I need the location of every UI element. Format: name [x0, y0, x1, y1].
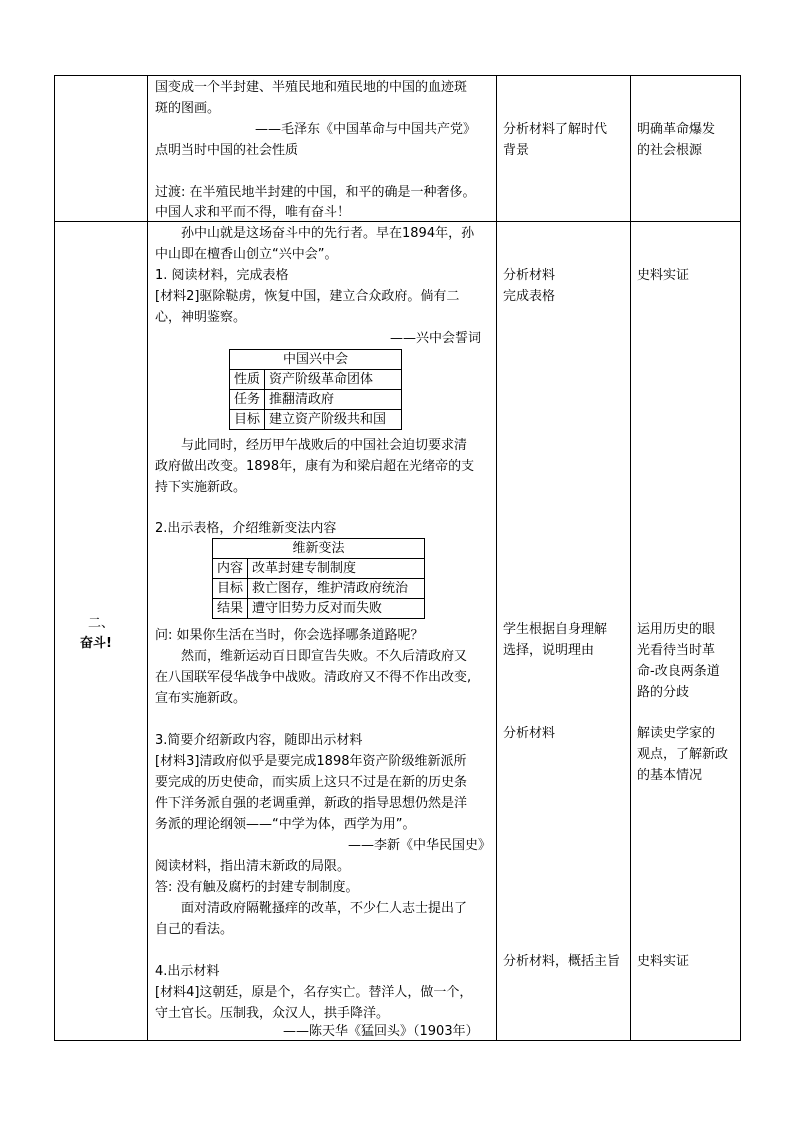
material-text: [材料3]清政府似乎是要完成1898年资产阶级维新派所 — [155, 754, 467, 769]
student-activity: 背景 — [503, 143, 530, 158]
table-row — [230, 370, 402, 390]
table-right-border — [740, 75, 741, 1041]
table-top-border — [54, 75, 740, 76]
design-intent: 史料实证 — [637, 268, 690, 283]
column-divider-2 — [496, 75, 497, 1041]
step-heading: 4.出示材料 — [155, 964, 220, 979]
design-intent: 光看待当时革 — [637, 643, 716, 658]
source-citation: ——毛泽东《中国革命与中国共产党》 — [255, 122, 477, 137]
student-activity: 分析材料 — [503, 268, 556, 283]
paragraph-line: 在八国联军侵华战争中战败。清政府又不得不作出改变, — [155, 670, 472, 685]
table-cell: 目标 — [213, 579, 248, 599]
paragraph-line: 然而，维新运动百日即宣告失败。不久后清政府又 — [181, 649, 468, 664]
material-text: 务派的理论纲领——“中学为体，西学为用”。 — [155, 817, 416, 832]
design-intent: 观点，了解新政 — [637, 747, 729, 762]
transition-text: 过渡: 在半殖民地半封建的中国，和平的确是一种奢侈。 — [155, 185, 476, 200]
reform-table — [212, 538, 425, 619]
answer-text: 答: 没有触及腐朽的封建专制制度。 — [155, 880, 359, 895]
text-line: 国变成一个半封建、半殖民地和殖民地的中国的血迹斑 — [155, 80, 468, 95]
material-text: 心，神明鉴察。 — [155, 310, 247, 325]
material-text: [材料4]这朝廷，原是个，名存实亡。替洋人，做一个， — [155, 985, 473, 1000]
design-intent: 史料实证 — [637, 954, 690, 969]
student-activity: 分析材料 — [503, 726, 556, 741]
table-row — [213, 599, 425, 619]
section-title: 奋斗! — [80, 636, 112, 651]
table-cell: 性质 — [230, 370, 265, 390]
table-title: 中国兴中会 — [230, 350, 402, 370]
source-citation: ——兴中会誓词 — [390, 331, 482, 346]
material-text: [材料2]驱除鞑虏，恢复中国，建立合众政府。倘有二 — [155, 289, 460, 304]
table-row — [213, 579, 425, 599]
task-text: 阅读材料，指出清末新政的局限。 — [155, 859, 351, 874]
table-row — [213, 559, 425, 579]
table-cell: 资产阶级革命团体 — [265, 370, 402, 390]
source-citation: ——陈天华《猛回头》（1903年） — [283, 1024, 479, 1039]
question-text: 问: 如果你生活在当时，你会选择哪条道路呢？ — [155, 628, 424, 643]
student-activity: 选择，说明理由 — [503, 643, 595, 658]
text-line: 点明当时中国的社会性质 — [155, 143, 299, 158]
design-intent: 路的分歧 — [637, 685, 690, 700]
table-cell: 救亡图存，维护清政府统治 — [248, 579, 425, 599]
student-activity: 分析材料了解时代 — [503, 122, 608, 137]
intro-line: 中山即在檀香山创立“兴中会”。 — [155, 247, 338, 262]
table-cell: 目标 — [230, 410, 265, 430]
paragraph-line: 自己的看法。 — [155, 922, 234, 937]
student-activity: 完成表格 — [503, 289, 556, 304]
section-number: 二、 — [88, 616, 115, 631]
paragraph-line: 政府做出改变。1898年，康有为和梁启超在光绪帝的支 — [155, 459, 475, 474]
table-cell: 改革封建专制制度 — [248, 559, 425, 579]
step-heading: 2.出示表格，介绍维新变法内容 — [155, 521, 337, 536]
design-intent: 的社会根源 — [637, 143, 703, 158]
table-cell: 任务 — [230, 390, 265, 410]
student-activity: 分析材料，概括主旨 — [503, 954, 621, 969]
table-left-border — [54, 75, 55, 1041]
text-line: 斑的图画。 — [155, 101, 221, 116]
material-text: 守土官长。压制我，众汉人，拱手降洋。 — [155, 1006, 390, 1021]
intro-line: 孙中山就是这场奋斗中的先行者。早在1894年，孙 — [181, 226, 475, 241]
material-text: 件下洋务派自强的老调重弹，新政的指导思想仍然是洋 — [155, 796, 468, 811]
paragraph-line: 面对清政府隔靴搔痒的改革，不少仁人志士提出了 — [181, 901, 468, 916]
table-cell: 内容 — [213, 559, 248, 579]
student-activity: 学生根据自身理解 — [503, 622, 608, 637]
step-heading: 3.简要介绍新政内容，随即出示材料 — [155, 733, 363, 748]
design-intent: 运用历史的眼 — [637, 622, 716, 637]
paragraph-line: 与此同时，经历甲午战败后的中国社会迫切要求清 — [181, 438, 468, 453]
design-intent: 的基本情况 — [637, 768, 703, 783]
design-intent: 解读史学家的 — [637, 726, 716, 741]
column-divider-1 — [147, 75, 148, 1041]
table-cell: 结果 — [213, 599, 248, 619]
step-heading: 1. 阅读材料，完成表格 — [155, 268, 289, 283]
design-intent: 明确革命爆发 — [637, 122, 716, 137]
table-cell: 遭守旧势力反对而失败 — [248, 599, 425, 619]
table-row — [230, 390, 402, 410]
xingzhonghui-table — [229, 349, 402, 430]
transition-text: 中国人求和平而不得，唯有奋斗！ — [155, 205, 351, 220]
table-cell: 建立资产阶级共和国 — [265, 410, 402, 430]
design-intent: 命-改良两条道 — [637, 664, 720, 679]
paragraph-line: 持下实施新政。 — [155, 480, 247, 495]
table-row — [230, 410, 402, 430]
column-divider-3 — [630, 75, 631, 1041]
source-citation: ——李新《中华民国史》 — [348, 838, 492, 853]
table-title: 维新变法 — [213, 539, 425, 559]
material-text: 要完成的历史使命，而实质上这只不过是在新的历史条 — [155, 775, 468, 790]
paragraph-line: 宣布实施新政。 — [155, 691, 247, 706]
table-cell: 推翻清政府 — [265, 390, 402, 410]
